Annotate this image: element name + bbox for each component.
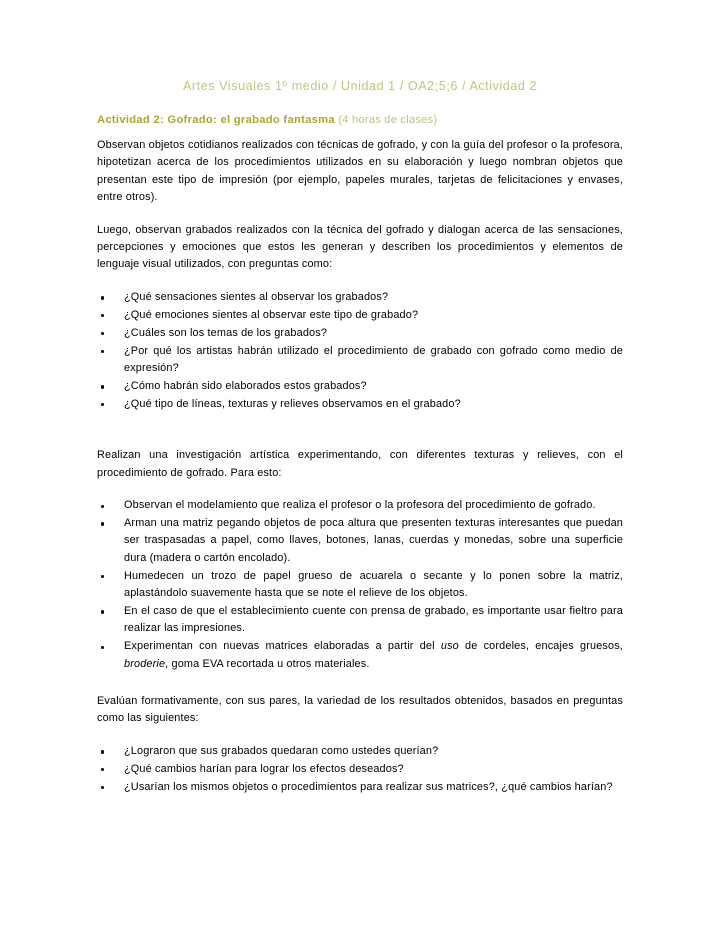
list-item: ¿Cómo habrán sido elaborados estos grabados? bbox=[97, 378, 623, 395]
list-item: Humedecen un trozo de papel grueso de acuarela o secante y lo ponen sobre la matriz, aplastándolo suavemente hasta que se note el relieve de los objetos. bbox=[97, 568, 623, 603]
paragraph-observation: Luego, observan grabados realizados con la técnica del gofrado y dialogan acerca de las sensaciones, percepciones y emociones que estos les generan y describen los procedimientos y elementos de lenguaje visual utilizados, con preguntas como: bbox=[97, 223, 623, 271]
list-item: Observan el modelamiento que realiza el profesor o la profesora del procedimiento de gofrado. bbox=[97, 497, 623, 514]
list-item: ¿Qué tipo de líneas, texturas y relieves observamos en el grabado? bbox=[97, 396, 623, 413]
paragraph-evaluation: Evalúan formativamente, con sus pares, la variedad de los resultados obtenidos, basados en preguntas como las siguientes: bbox=[97, 695, 623, 725]
steps-list bbox=[97, 497, 623, 673]
step-text-part-c: , goma EVA recortada u otros materiales. bbox=[165, 657, 370, 670]
paragraph-intro: Observan objetos cotidianos realizados con técnicas de gofrado, y con la guía del profesor o la profesora, hipotetizan acerca de los procedimientos utilizados en su elaboración y luego nombran objetos que presentan este tipo de impresión (por ejemplo, papeles murales, tarjetas de felicitaciones y envases, entre otros). bbox=[97, 139, 623, 204]
activity-heading-title: Actividad 2: Gofrado: el grabado fantasma bbox=[97, 114, 335, 126]
list-item: En el caso de que el establecimiento cuente con prensa de grabado, es importante usar fieltro para realizar las impresiones. bbox=[97, 603, 623, 638]
list-item: ¿Qué emociones sientes al observar este tipo de grabado? bbox=[97, 307, 623, 324]
activity-heading bbox=[97, 113, 623, 128]
list-item: ¿Qué cambios harían para lograr los efectos deseados? bbox=[97, 761, 623, 778]
questions-list-evaluation bbox=[97, 743, 623, 796]
step-text-part-a: Experimentan con nuevas matrices elaboradas a partir del bbox=[124, 640, 441, 653]
list-item: ¿Usarían los mismos objetos o procedimientos para realizar sus matrices?, ¿qué cambios harían? bbox=[97, 779, 623, 796]
list-item: ¿Por qué los artistas habrán utilizado el procedimiento de grabado con gofrado como medio de expresión? bbox=[97, 343, 623, 378]
list-item: Arman una matriz pegando objetos de poca altura que presenten texturas interesantes que puedan ser traspasadas a papel, como llaves, botones, lanas, cuerdas y monedas, sobre una superficie dura (madera o cartón encolado). bbox=[97, 515, 623, 567]
list-item: ¿Qué sensaciones sientes al observar los grabados? bbox=[97, 289, 623, 306]
list-item: ¿Cuáles son los temas de los grabados? bbox=[97, 325, 623, 342]
spacer bbox=[97, 427, 623, 447]
step-text-italic-uso: uso bbox=[440, 640, 459, 653]
questions-list-observation bbox=[97, 289, 623, 413]
activity-heading-duration: (4 horas de clases) bbox=[338, 114, 438, 126]
list-item: ¿Lograron que sus grabados quedaran como ustedes querían? bbox=[97, 743, 623, 760]
step-text-part-b: de cordeles, encajes gruesos, bbox=[458, 640, 623, 653]
list-item-with-italics bbox=[97, 638, 623, 673]
page-title: Artes Visuales 1º medio / Unidad 1 / OA2;5;6 / Actividad 2 bbox=[182, 79, 538, 93]
step-text-italic-broderie: broderie bbox=[124, 657, 166, 670]
paragraph-research: Realizan una investigación artística experimentando, con diferentes texturas y relieves, con el procedimiento de gofrado. Para esto: bbox=[97, 449, 623, 479]
